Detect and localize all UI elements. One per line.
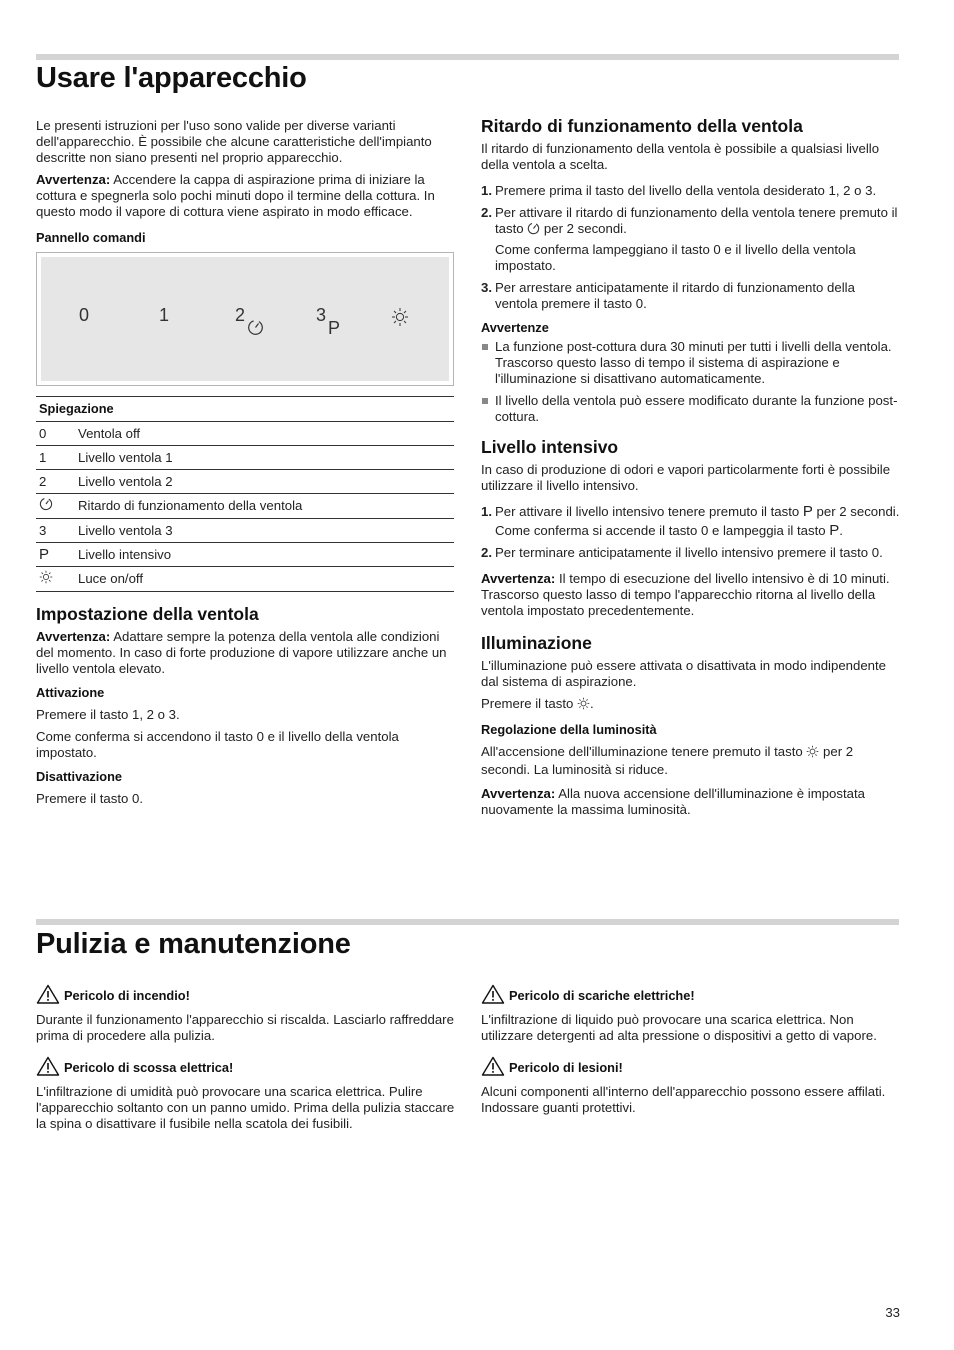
warning-text: Durante il funzionamento l'apparecchio si riscalda. Lasciarlo raffreddare prima di procedere alla pulizia.: [36, 1012, 454, 1043]
notes-heading: Avvertenze: [481, 320, 549, 335]
control-panel-heading: Pannello comandi: [36, 230, 146, 245]
legend-text: Ventola off: [75, 422, 454, 446]
note-paragraph: [36, 172, 456, 220]
warning-heading: Pericolo di incendio!: [36, 984, 456, 1008]
legend-text: Livello intensivo: [75, 543, 454, 567]
legend-row: [36, 567, 454, 592]
activation-heading: Attivazione: [36, 685, 105, 700]
lighting-press: Premere il tasto .: [481, 696, 901, 714]
intensive-steps: [481, 504, 901, 561]
page-number: 33: [885, 1305, 900, 1320]
activation-text: Premere il tasto 1, 2 o 3.: [36, 707, 180, 722]
light-icon: [39, 572, 53, 587]
section-rule-top: [36, 54, 899, 60]
intensive-intro: In caso di produzione di odori e vapori particolarmente forti è possibile utilizzare il livello intensivo.: [481, 462, 891, 493]
panel-key-1: 1: [159, 305, 170, 325]
fan-note: [36, 629, 456, 677]
warning-heading: Pericolo di scossa elettrica!: [36, 1056, 456, 1080]
note-text: Accendere la cappa di aspirazione prima di iniziare la cottura e spegnerla solo pochi minuti dopo il termine della cottura. In questo modo il vapore di cottura viene aspirato in modo efficace.: [36, 172, 435, 219]
warning-text: L'infiltrazione di umidità può provocare una scarica elettrica. Pulire l'apparecchio soltanto con un panno umido. Prima della pulizia staccare la spina o disattivare il fusibile nella scatola dei fusibili.: [36, 1084, 455, 1131]
list-item: 2. Per terminare anticipatamente il livello intensivo premere il tasto 0.: [481, 545, 883, 560]
list-item: 1. Premere prima il tasto del livello della ventola desiderato 1, 2 o 3.: [481, 183, 877, 198]
control-panel-surface: [41, 257, 449, 381]
light-icon: [391, 307, 409, 331]
warning-text: Alcuni componenti all'interno dell'apparecchio possono essere affilati. Indossare guanti protettivi.: [481, 1084, 886, 1115]
legend-text: Luce on/off: [75, 567, 454, 592]
warning-heading: Pericolo di lesioni!: [481, 1056, 901, 1080]
delay-steps: [481, 183, 901, 312]
timer-icon: [39, 499, 53, 514]
warning-icon: [36, 1056, 60, 1080]
right-column-usage: [481, 116, 901, 824]
legend-header-row: [36, 397, 454, 422]
list-item: La funzione post-cottura dura 30 minuti per tutti i livelli della ventola. Trascorso questo lasso di tempo il sistema di aspirazione e l'illuminazione si disattivano automaticamente.: [481, 339, 901, 387]
control-panel-illustration: [36, 252, 454, 386]
legend-row: [36, 494, 454, 519]
brightness-heading: Regolazione della luminosità: [481, 722, 657, 737]
activation-confirm-text: Come conferma si accendono il tasto 0 e il livello della ventola impostato.: [36, 729, 399, 760]
note-text: Adattare sempre la potenza della ventola alle condizioni del momento. In caso di forte produzione di vapore utilizzare anche un livello ventola elevato.: [36, 629, 447, 676]
delay-intro: Il ritardo di funzionamento della ventola è possibile a qualsiasi livello della ventola a scelta.: [481, 141, 880, 172]
legend-header: Spiegazione: [36, 397, 454, 422]
list-item: 2. Per attivare il ritardo di funzionamento della ventola tenere premuto il tasto per 2 secondi. Come conferma lampeggiano il tasto 0 e il livello della ventola impostato.: [481, 205, 898, 273]
warning-text: L'infiltrazione di liquido può provocare una scarica elettrica. Non utilizzare detergenti ad alta pressione o dispositivi a getto di vapore.: [481, 1012, 877, 1043]
deactivation-heading: Disattivazione: [36, 769, 123, 784]
panel-key-p: P: [328, 318, 341, 338]
note-label: Avvertenza:: [481, 786, 556, 801]
warning-heading: Pericolo di scariche elettriche!: [481, 984, 901, 1008]
right-column-cleaning: [481, 984, 901, 1122]
fan-setting-heading: Impostazione della ventola: [36, 604, 259, 624]
intro-paragraph: Le presenti istruzioni per l'uso sono valide per diverse varianti dell'apparecchio. È possibile che alcune caratteristiche dell'impianto descritte non siano presenti nel proprio apparecchio.: [36, 118, 432, 165]
note-label: Avvertenza:: [481, 571, 556, 586]
panel-key-3: 3: [316, 305, 327, 325]
left-column-usage: [36, 118, 456, 813]
legend-symbol: 1: [36, 446, 75, 470]
warning-icon: [36, 984, 60, 1008]
legend-table: [36, 396, 454, 592]
note-text: Alla nuova accensione dell'illuminazione è impostata nuovamente la massima luminosità.: [481, 786, 865, 817]
lighting-heading: Illuminazione: [481, 633, 592, 653]
intensive-heading: Livello intensivo: [481, 437, 619, 457]
warning-icon: [481, 984, 505, 1008]
panel-key-0: 0: [79, 305, 90, 325]
note-text: Il tempo di esecuzione del livello intensivo è di 10 minuti. Trascorso questo lasso di tempo l'apparecchio ritorna al livello della ventola impostato precedentemente.: [481, 571, 890, 618]
lighting-intro: L'illuminazione può essere attivata o disattivata in modo indipendente dal sistema di aspirazione.: [481, 658, 886, 689]
timer-icon: [527, 222, 540, 239]
legend-text: Ritardo di funzionamento della ventola: [75, 494, 454, 519]
section-title-usage: Usare l'apparecchio: [36, 62, 307, 94]
warning-icon: [481, 1056, 505, 1080]
list-item: Il livello della ventola può essere modificato durante la funzione post-cottura.: [481, 393, 901, 425]
delay-heading: Ritardo di funzionamento della ventola: [481, 116, 803, 136]
light-icon: [577, 697, 590, 714]
section-rule-cleaning: [36, 919, 899, 925]
intensive-note: [481, 571, 901, 619]
legend-symbol: 2: [36, 470, 75, 494]
list-item: 1. Per attivare il livello intensivo tenere premuto il tasto P per 2 secondi. Come conferma si accende il tasto 0 e lampeggia il tasto P.: [481, 503, 900, 539]
legend-row: [36, 543, 454, 567]
legend-symbol: 3: [36, 519, 75, 543]
legend-row: [36, 422, 454, 446]
section-title-cleaning: Pulizia e manutenzione: [36, 928, 351, 960]
legend-text: Livello ventola 2: [75, 470, 454, 494]
legend-row: [36, 446, 454, 470]
brightness-text: All'accensione dell'illuminazione tenere premuto il tasto per 2 secondi. La luminosità si riduce.: [481, 744, 854, 777]
legend-row: [36, 470, 454, 494]
legend-row: [36, 519, 454, 543]
list-item: 3. Per arrestare anticipatamente il ritardo di funzionamento della ventola premere il tasto 0.: [481, 280, 855, 311]
note-label: Avvertenza:: [36, 629, 111, 644]
legend-text: Livello ventola 1: [75, 446, 454, 470]
deactivation-text: Premere il tasto 0.: [36, 791, 144, 806]
legend-text: Livello ventola 3: [75, 519, 454, 543]
legend-symbol: 0: [36, 422, 75, 446]
notes-list: [481, 339, 901, 425]
light-icon: [806, 745, 819, 762]
left-column-cleaning: [36, 984, 456, 1138]
lighting-note: [481, 786, 901, 818]
note-label: Avvertenza:: [36, 172, 111, 187]
legend-symbol: P: [36, 543, 75, 567]
timer-icon: [247, 319, 264, 340]
panel-key-2: 2: [235, 305, 246, 325]
